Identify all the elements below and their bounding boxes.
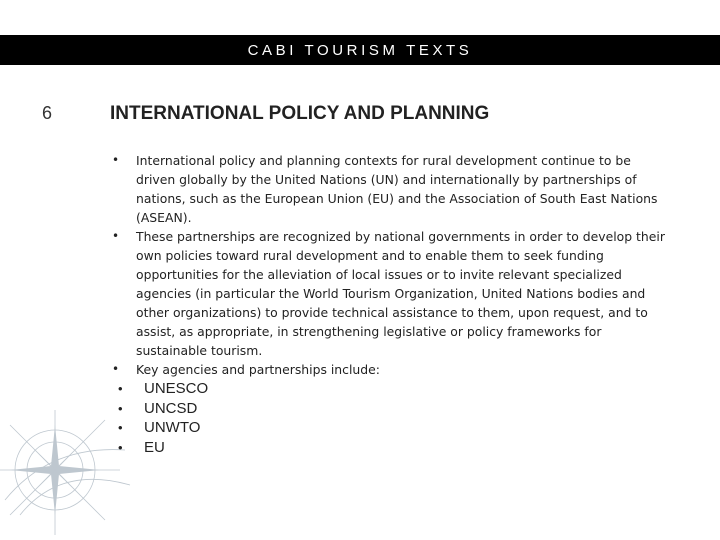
slide-number: 6 xyxy=(42,103,53,123)
sub-bullet-list xyxy=(108,379,668,457)
sub-bullet-item xyxy=(108,438,668,458)
bullet-icon: • xyxy=(112,229,120,243)
sub-bullet-icon: • xyxy=(118,420,123,435)
compass-rose-icon xyxy=(0,405,135,540)
bullet-item xyxy=(108,227,668,360)
bullet-item xyxy=(108,360,668,379)
sub-bullet-item xyxy=(108,399,668,419)
header-bar xyxy=(0,35,720,65)
sub-bullet-text: UNWTO xyxy=(144,419,201,436)
bullet-text: International policy and planning contexts for rural development continue to be driven globally by the United Nations (UN) and internationally by partnerships of nations, such as the European Union (EU) and the Association of South East Nations (ASEAN). xyxy=(136,153,658,225)
sub-bullet-icon: • xyxy=(118,381,123,396)
sub-bullet-text: EU xyxy=(144,438,165,456)
bullet-icon: • xyxy=(112,153,120,167)
sub-bullet-icon: • xyxy=(118,439,123,455)
sub-bullet-item xyxy=(108,418,668,438)
sub-bullet-text: UNCSD xyxy=(144,399,198,417)
slide-title: INTERNATIONAL POLICY AND PLANNING xyxy=(110,103,490,124)
sub-bullet-text: UNESCO xyxy=(144,380,209,397)
bullet-icon: • xyxy=(112,362,120,376)
bullet-item xyxy=(108,151,668,227)
bullet-text: Key agencies and partnerships include: xyxy=(136,362,380,377)
sub-bullet-item xyxy=(108,379,668,399)
sub-bullet-icon: • xyxy=(118,400,123,416)
header-title: CABI TOURISM TEXTS xyxy=(247,41,473,59)
slide-content xyxy=(108,151,668,457)
bullet-text: These partnerships are recognized by national governments in order to develop their own policies toward rural development and to enable them to seek funding opportunities for the alleviation of local issues or to invite relevant specialized agencies (in particular the World Tourism Organization, United Nations bodies and other organizations) to provide technical assistance to them, upon request, and to assist, as appropriate, in strengthening legislative or policy frameworks for sustainable tourism. xyxy=(136,229,665,358)
